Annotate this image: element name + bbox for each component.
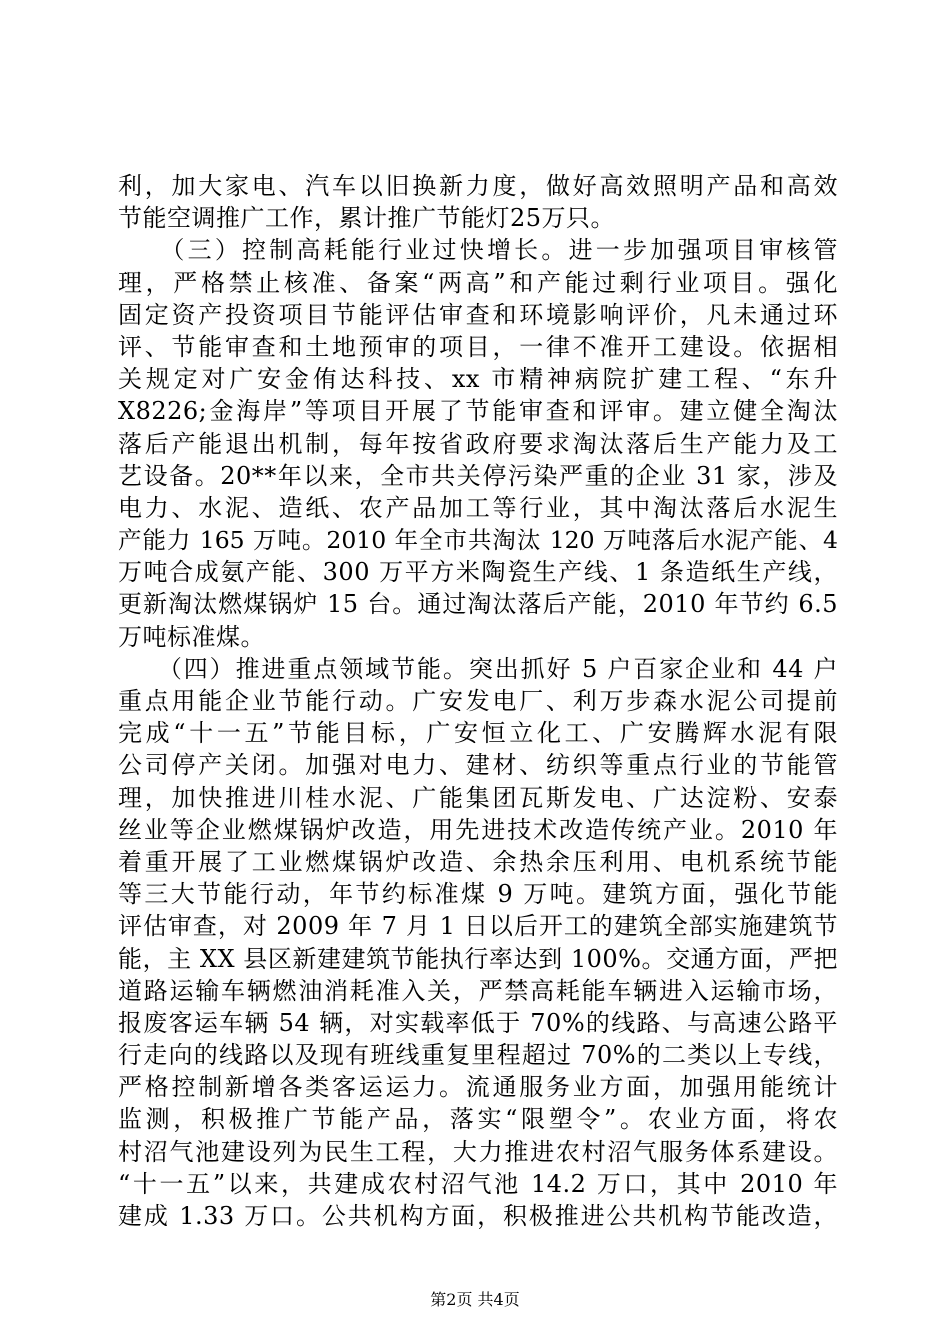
text-line: 等三大节能行动，年节约标准煤 9 万吨。建筑方面，强化节能 — [118, 880, 838, 909]
page-footer — [0, 1290, 950, 1310]
text-line: （四）推进重点领域节能。突出抓好 5 户百家企业和 44 户 — [118, 654, 838, 683]
text-line: 理，严格禁止核准、备案“两高”和产能过剩行业项目。强化 — [118, 268, 838, 297]
text-line: 建成 1.33 万口。公共机构方面，积极推进公共机构节能改造， — [118, 1202, 838, 1230]
text-line: 评、节能审查和土地预审的项目，一律不准开工建设。依据相 — [118, 332, 838, 361]
text-line: 关规定对广安金侑达科技、xx 市精神病院扩建工程、“东升 — [118, 365, 838, 394]
text-line: 电力、水泥、造纸、农产品加工等行业，其中淘汰落后水泥生 — [118, 493, 838, 522]
text-line: 行走向的线路以及现有班线重复里程超过 70%的二类以上专线， — [118, 1041, 838, 1070]
document-body — [118, 170, 838, 1232]
text-line: 艺设备。20**年以来，全市共关停污染严重的企业 31 家，涉及 — [118, 461, 838, 490]
text-line: 公司停产关闭。加强对电力、建材、纺织等重点行业的节能管 — [118, 751, 838, 780]
text-line: 报废客运车辆 54 辆，对实载率低于 70%的线路、与高速公路平 — [118, 1008, 838, 1037]
text-line: 评估审查，对 2009 年 7 月 1 日以后开工的建筑全部实施建筑节 — [118, 912, 838, 941]
text-line: 更新淘汰燃煤锅炉 15 台。通过淘汰落后产能，2010 年节约 6.5 — [118, 590, 838, 619]
text-line: （三）控制高耗能行业过快增长。进一步加强项目审核管 — [118, 236, 838, 265]
text-line: 监测，积极推广节能产品，落实“限塑令”。农业方面，将农 — [118, 1105, 838, 1134]
text-line: 严格控制新增各类客运运力。流通服务业方面，加强用能统计 — [118, 1073, 838, 1102]
text-line: 丝业等企业燃煤锅炉改造，用先进技术改造传统产业。2010 年 — [118, 815, 838, 844]
text-line: 落后产能退出机制，每年按省政府要求淘汰落后生产能力及工 — [118, 429, 838, 458]
text-line: 产能力 165 万吨。2010 年全市共淘汰 120 万吨落后水泥产能、4 — [118, 526, 838, 555]
page-number: 第2页 共4页 — [430, 1290, 520, 1309]
text-line: 万吨标准煤。 — [118, 622, 265, 651]
text-line: 完成“十一五”节能目标，广安恒立化工、广安腾辉水泥有限 — [118, 719, 838, 748]
text-line: X8226;金海岸”等项目开展了节能审查和评审。建立健全淘汰 — [118, 397, 838, 426]
text-line: 节能空调推广工作，累计推广节能灯25万只。 — [118, 204, 616, 233]
text-line: 利，加大家电、汽车以旧换新力度，做好高效照明产品和高效 — [118, 172, 838, 200]
text-line: 能，主 XX 县区新建建筑节能执行率达到 100%。交通方面，严把 — [118, 944, 838, 973]
text-line: “十一五”以来，共建成农村沼气池 14.2 万口，其中 2010 年 — [118, 1169, 838, 1198]
text-line: 万吨合成氨产能、300 万平方米陶瓷生产线、1 条造纸生产线， — [118, 558, 838, 587]
text-line: 理，加快推进川桂水泥、广能集团瓦斯发电、广达淀粉、安泰 — [118, 783, 838, 812]
text-line: 道路运输车辆燃油消耗准入关，严禁高耗能车辆进入运输市场， — [118, 976, 838, 1005]
text-line: 着重开展了工业燃煤锅炉改造、余热余压利用、电机系统节能 — [118, 847, 838, 876]
text-line: 固定资产投资项目节能评估审查和环境影响评价，凡未通过环 — [118, 300, 838, 329]
text-line: 村沼气池建设列为民生工程，大力推进农村沼气服务体系建设。 — [118, 1137, 838, 1166]
text-line: 重点用能企业节能行动。广安发电厂、利万步森水泥公司提前 — [118, 687, 838, 715]
